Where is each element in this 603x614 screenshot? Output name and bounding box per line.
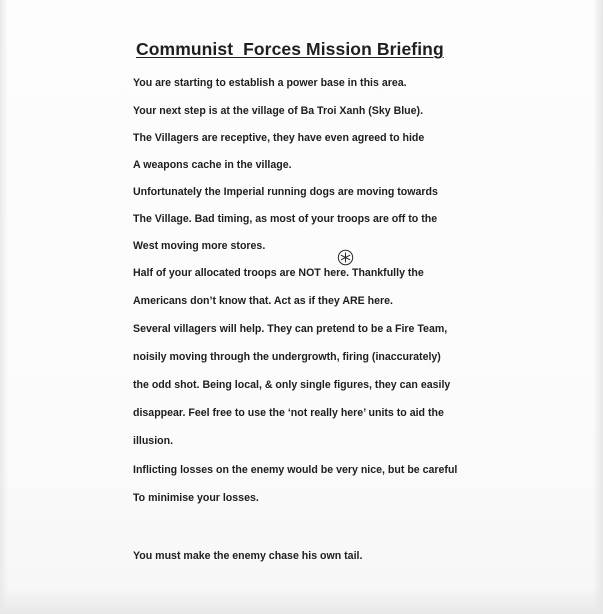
briefing-line-4: A weapons cache in the village. — [133, 159, 292, 171]
paper-edge-right — [593, 0, 603, 614]
briefing-line-5: Unfortunately the Imperial running dogs are moving towards — [133, 186, 438, 198]
briefing-line-17: You must make the enemy chase his own tail. — [133, 550, 363, 562]
briefing-line-1: You are starting to establish a power base in this area. — [133, 77, 407, 89]
star-circle-icon — [337, 249, 354, 266]
briefing-line-16: To minimise your losses. — [133, 492, 259, 504]
briefing-title: Communist Forces Mission Briefing — [136, 39, 444, 59]
briefing-line-6: The Village. Bad timing, as most of your troops are off to the — [133, 213, 438, 225]
briefing-line-2: Your next step is at the village of Ba Troi Xanh (Sky Blue). — [133, 105, 424, 117]
paper-bottom-shadow — [0, 588, 603, 614]
paper-edge-left — [0, 0, 8, 614]
briefing-line-12: the odd shot. Being local, & only single figures, they can easily — [133, 379, 451, 391]
briefing-line-8: Half of your allocated troops are NOT here. Thankfully the — [133, 267, 424, 279]
briefing-line-13: disappear. Feel free to use the ‘not really here’ units to aid the — [133, 407, 444, 419]
briefing-line-11: noisily moving through the undergrowth, firing (inaccurately) — [133, 351, 441, 363]
briefing-line-10: Several villagers will help. They can pretend to be a Fire Team, — [133, 323, 448, 335]
briefing-line-9: Americans don’t know that. Act as if they ARE here. — [133, 295, 393, 307]
briefing-line-14: illusion. — [133, 435, 174, 447]
briefing-line-3: The Villagers are receptive, they have even agreed to hide — [133, 132, 425, 144]
briefing-line-15: Inflicting losses on the enemy would be very nice, but be careful — [133, 464, 458, 476]
briefing-line-7: West moving more stores. — [133, 240, 266, 252]
